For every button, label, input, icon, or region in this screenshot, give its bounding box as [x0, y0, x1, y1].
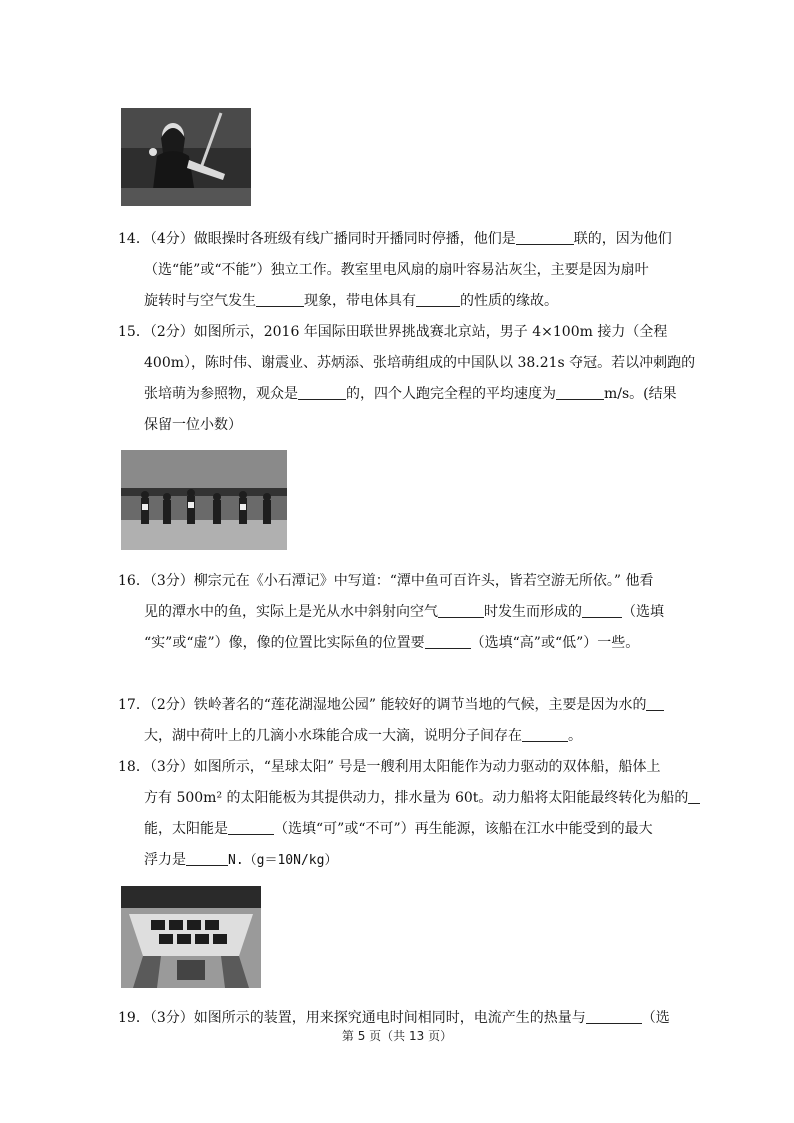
relay-race-illustration — [121, 450, 287, 550]
question-17 — [118, 690, 678, 752]
question-15 — [118, 317, 696, 441]
q15-line2: 400m），陈时伟、谢震业、苏炳添、张培萌组成的中国队以 38.21s 夺冠。若以冲刺跑的 — [144, 355, 696, 371]
page-footer: 第 5 页（共 13 页） — [341, 1029, 453, 1043]
q14-line3-tail: 的性质的缘故。 — [460, 293, 558, 309]
q14-line3-mid: 现象，带电体具有 — [304, 293, 416, 309]
q17-blank-2[interactable] — [522, 725, 568, 742]
q18-line3-text: 能，太阳能是 — [144, 821, 228, 837]
q14-blank-3[interactable] — [416, 290, 460, 307]
q14-blank-1[interactable] — [516, 228, 574, 245]
q18-line4-tail: N.（g＝10N/kg） — [228, 853, 338, 868]
q16-line3-tail: （选填“高”或“低”）一些。 — [470, 635, 640, 651]
relay-race-photo — [121, 450, 287, 550]
q16-line3-text: “实”或“虚”）像，像的位置比实际鱼的位置要 — [144, 635, 425, 651]
q18-line1: 18．（3分）如图所示，“星球太阳” 号是一艘利用太阳能作为动力驱动的双体船，船体上 — [118, 759, 661, 775]
q18-blank-1[interactable] — [688, 787, 700, 804]
q15-line4: 保留一位小数） — [144, 417, 242, 433]
q16-blank-3[interactable] — [425, 632, 471, 649]
q17-blank-1[interactable] — [646, 694, 664, 711]
q17-line2-tail: 。 — [568, 728, 582, 744]
solar-boat-photo — [121, 886, 261, 988]
question-14 — [118, 224, 678, 317]
q19-line1-tail: （选 — [641, 1010, 670, 1026]
q18-line2-text: 方有 500m² 的太阳能板为其提供动力，排水量为 60t。动力船将太阳能最终转化为船的 — [144, 790, 689, 806]
q15-blank-1[interactable] — [298, 383, 346, 400]
q16-line2-tail: （选填 — [622, 604, 664, 620]
q15-line1: 15．（2分）如图所示，2016 年国际田联世界挑战赛北京站，男子 4×100m 接力（全程 — [118, 324, 668, 340]
q15-line3-mid: 的，四个人跑完全程的平均速度为 — [346, 386, 556, 402]
q19-blank-1[interactable] — [586, 1007, 642, 1024]
q14-line1-tail: 联的，因为他们 — [573, 231, 672, 247]
q14-line1-text: 14．（4分）做眼操时各班级有线广播同时开播同时停播，他们是 — [118, 231, 516, 247]
q18-blank-2[interactable] — [228, 818, 274, 835]
q15-line3-text: 张培萌为参照物，观众是 — [144, 386, 298, 402]
singer-photo — [121, 108, 251, 206]
q16-line1: 16．（3分）柳宗元在《小石潭记》中写道：“潭中鱼可百许头，皆若空游无所依。” 他看 — [118, 573, 654, 589]
solar-boat-illustration — [121, 886, 261, 988]
q17-line1-text: 17．（2分）铁岭著名的“莲花湖湿地公园” 能较好的调节当地的气候，主要是因为水的 — [118, 697, 647, 713]
q18-line4-text: 浮力是 — [144, 852, 186, 868]
q17-line2-text: 大，湖中荷叶上的几滴小水珠能合成一大滴，说明分子间存在 — [144, 728, 522, 744]
question-16 — [118, 566, 678, 659]
q14-line3-text: 旋转时与空气发生 — [144, 293, 256, 309]
question-18 — [118, 752, 689, 876]
q19-line1-text: 19．（3分）如图所示的装置，用来探究通电时间相同时，电流产生的热量与 — [118, 1010, 586, 1026]
singer-illustration — [121, 108, 251, 206]
q16-blank-2[interactable] — [582, 601, 622, 618]
q16-blank-1[interactable] — [438, 601, 484, 618]
q16-line2-text: 见的潭水中的鱼，实际上是光从水中斜射向空气 — [144, 604, 438, 620]
q14-blank-2[interactable] — [256, 290, 304, 307]
q15-line3-tail: m/s。(结果 — [604, 386, 677, 402]
q18-blank-3[interactable] — [186, 849, 228, 866]
q18-line3-tail: （选填“可”或“不可”）再生能源，该船在江水中能受到的最大 — [274, 821, 653, 837]
q14-line2: （选“能”或“不能”）独立工作。教室里电风扇的扇叶容易沾灰尘，主要是因为扇叶 — [144, 262, 649, 278]
q16-line2-mid: 时发生而形成的 — [484, 604, 582, 620]
q15-blank-2[interactable] — [556, 383, 604, 400]
